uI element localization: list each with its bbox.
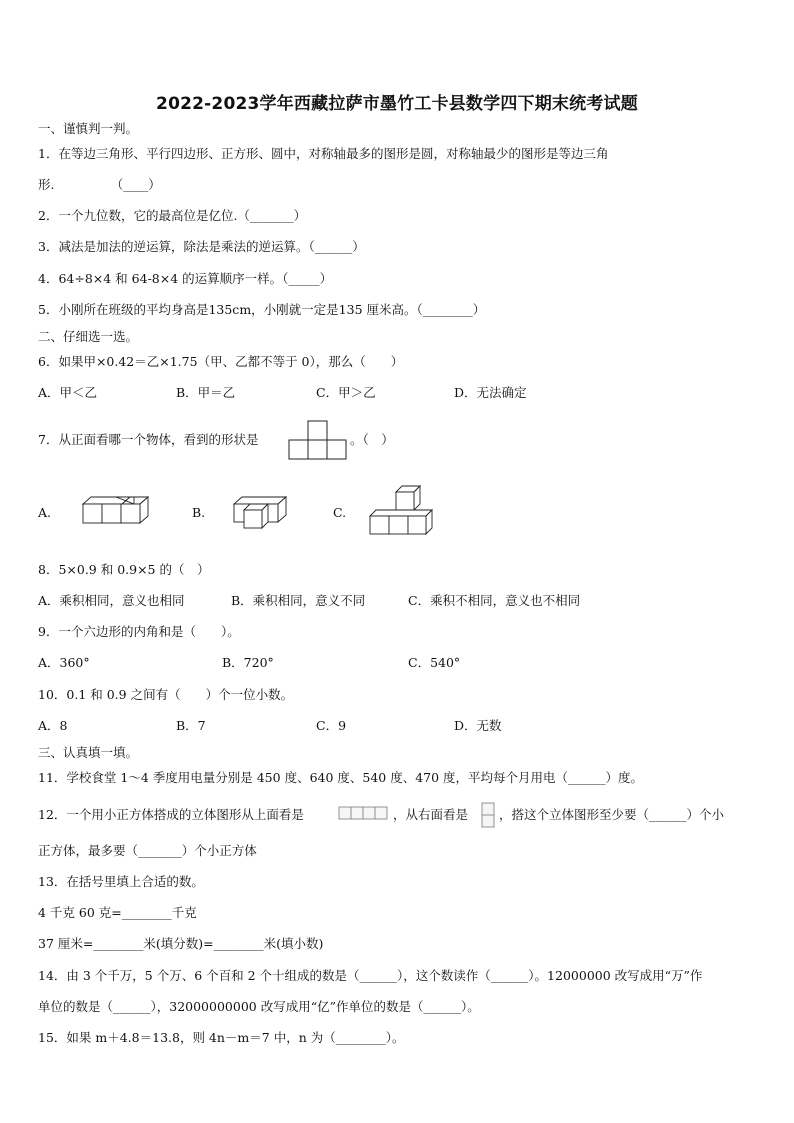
q6-option-b: B．甲＝乙 [176, 385, 236, 400]
q10-option-a: A．8 [38, 718, 68, 733]
question-2: 2．一个九位数，它的最高位是亿位.（_______） [38, 208, 307, 223]
q6-option-c: C．甲＞乙 [316, 385, 376, 400]
question-15: 15．如果 m＋4.8＝13.8，则 4n－m＝7 中，n 为（________）。 [38, 1030, 405, 1045]
question-6: 6．如果甲×0.42＝乙×1.75（甲、乙都不等于 0），那么（ ） [38, 354, 404, 369]
q8-option-c: C．乘积不相同，意义也不相同 [408, 593, 581, 608]
question-14-line-2: 单位的数是（______），32000000000 改写成用“亿”作单位的数是（______）。 [38, 999, 480, 1014]
question-9: 9．一个六边形的内角和是（ ）。 [38, 624, 240, 639]
question-13: 13．在括号里填上合适的数。 [38, 874, 204, 889]
right-view-figure [481, 802, 495, 828]
top-view-figure [338, 806, 390, 820]
question-12-part-4: 正方体，最多要（_______）个小正方体 [38, 843, 257, 858]
question-8: 8．5×0.9 和 0.9×5 的（ ） [38, 562, 210, 577]
page-title: 2022-2023学年西藏拉萨市墨竹工卡县数学四下期末统考试题 [156, 94, 638, 114]
question-11: 11．学校食堂 1～4 季度用电量分别是 450 度、640 度、540 度、470 度，平均每个月用电（______）度。 [38, 770, 644, 785]
question-4: 4．64÷8×4 和 64-8×4 的运算顺序一样。（_____） [38, 271, 333, 286]
section-heading-2: 二、仔细选一选。 [38, 329, 139, 344]
q10-option-c: C．9 [316, 718, 347, 733]
section-heading-3: 三、认真填一填。 [38, 745, 139, 760]
q6-option-d: D．无法确定 [454, 385, 527, 400]
question-12-part-2: ，从右面看是 [393, 807, 469, 822]
section-heading-1: 一、谨慎判一判。 [38, 121, 139, 136]
q9-option-b: B．720° [222, 655, 274, 670]
front-view-figure [288, 420, 348, 460]
q7-option-c-label: C. [333, 505, 347, 520]
question-3: 3．减法是加法的逆运算，除法是乘法的逆运算。（______） [38, 239, 365, 254]
q8-option-a: A．乘积相同，意义也相同 [38, 593, 185, 608]
q10-option-d: D．无数 [454, 718, 502, 733]
q6-option-a: A．甲＜乙 [38, 385, 98, 400]
question-1-line-1: 1．在等边三角形、平行四边形、正方形、圆中，对称轴最多的图形是圆，对称轴最少的图形是等边三角 [38, 146, 609, 161]
q7-option-c-figure [368, 485, 438, 539]
question-1-line-2: 形. （____） [38, 177, 161, 192]
question-13-b: 37 厘米=________米(填分数)=________米(填小数) [38, 936, 324, 951]
question-14-line-1: 14．由 3 个千万，5 个万、6 个百和 2 个十组成的数是（______），这个数读作（______）。12000000 改写成用“万”作 [38, 968, 703, 983]
question-10: 10．0.1 和 0.9 之间有（ ）个一位小数。 [38, 687, 294, 702]
q10-option-b: B．7 [176, 718, 206, 733]
question-12-part-1: 12．一个用小正方体搭成的立体图形从上面看是 [38, 807, 304, 822]
question-5: 5．小刚所在班级的平均身高是135cm，小刚就一定是135 厘米高。（________） [38, 302, 486, 317]
question-12-part-3: ，搭这个立体图形至少要（______）个小 [499, 807, 725, 822]
q9-option-c: C．540° [408, 655, 461, 670]
q7-option-a-figure [78, 492, 160, 532]
question-7-tail: 。（ ） [350, 432, 394, 447]
q7-option-b-figure [228, 494, 304, 532]
q9-option-a: A．360° [38, 655, 90, 670]
q8-option-b: B．乘积相同，意义不同 [231, 593, 366, 608]
question-13-a: 4 千克 60 克=________千克 [38, 905, 197, 920]
q7-option-a-label: A. [38, 505, 52, 520]
question-7: 7．从正面看哪一个物体，看到的形状是 [38, 432, 259, 447]
q7-option-b-label: B. [192, 505, 206, 520]
